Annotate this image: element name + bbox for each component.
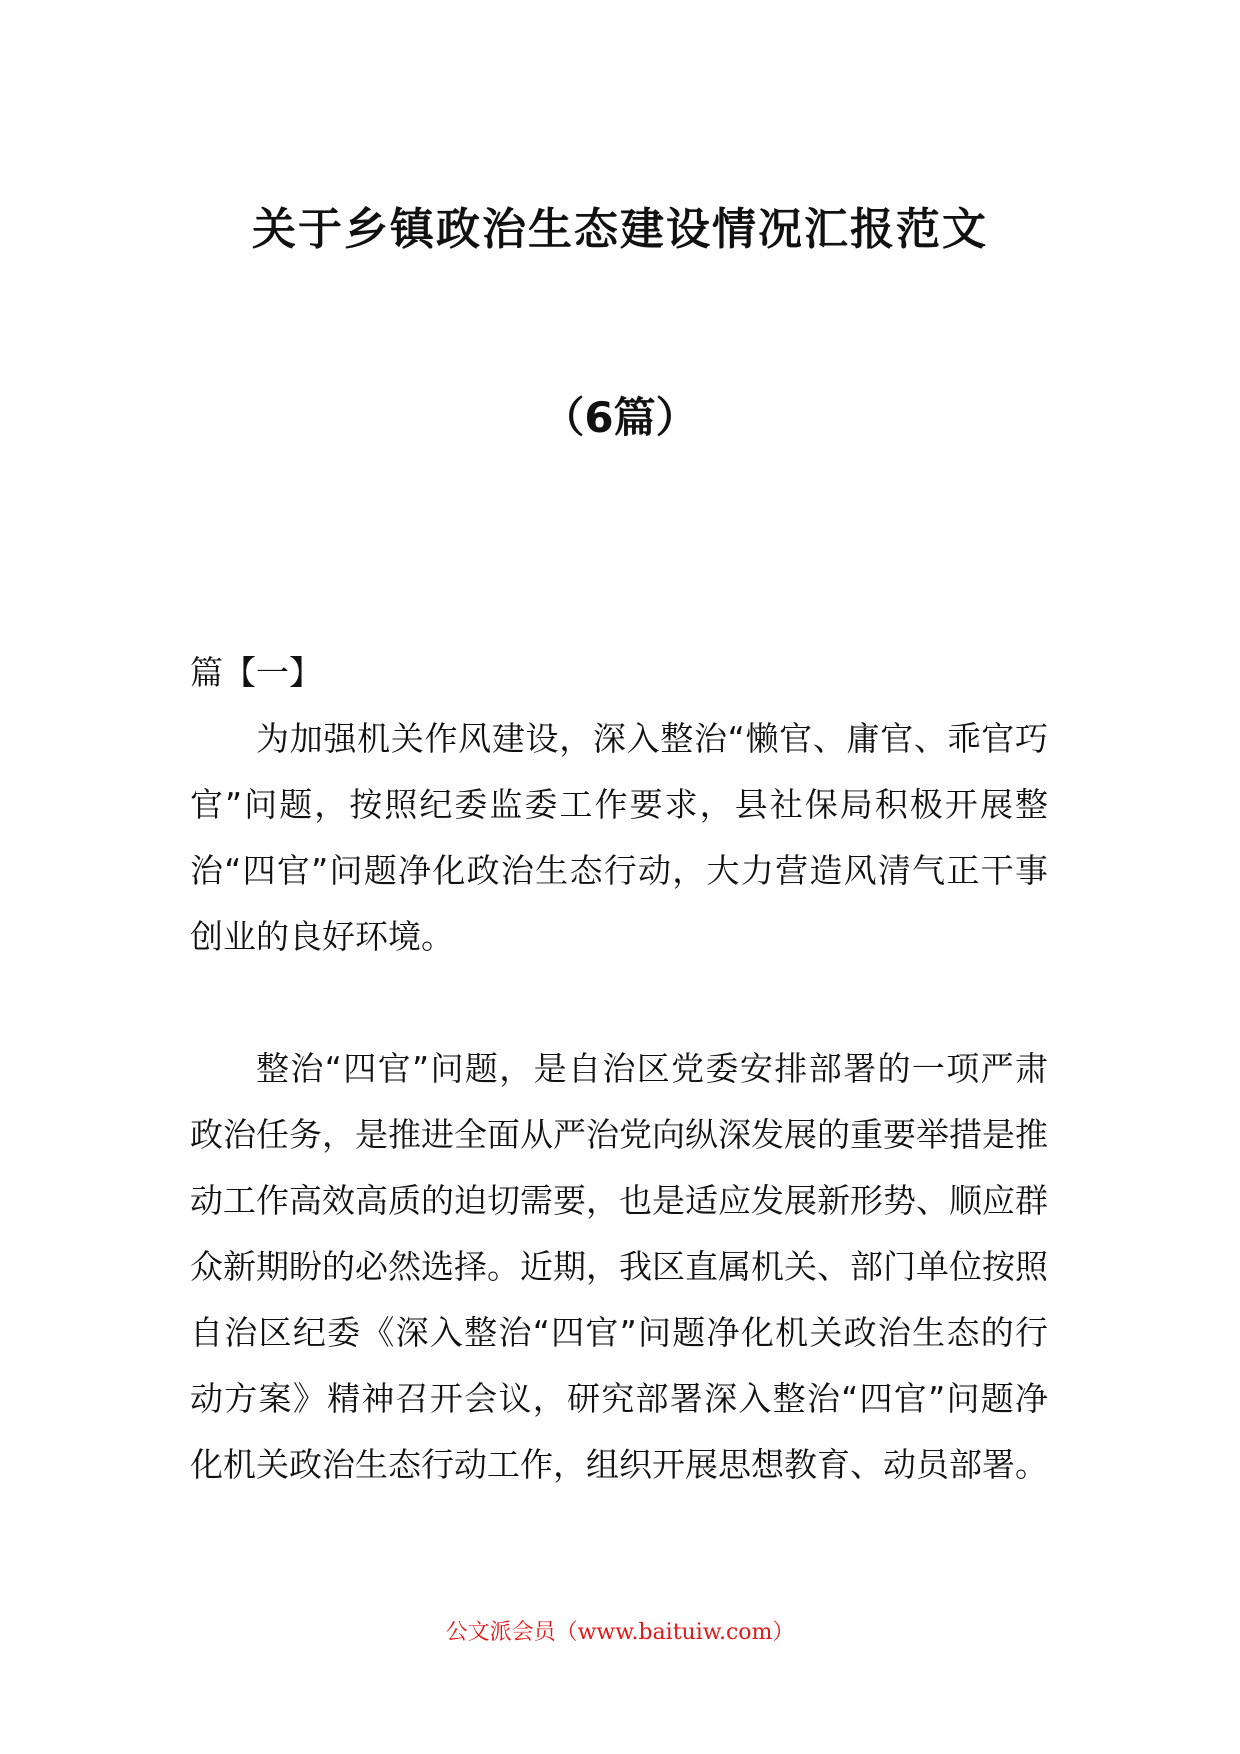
paragraph-1: 为加强机关作风建设，深入整治“懒官、庸官、乖官巧官”问题，按照纪委监委工作要求，县社保局积极开展整治“四官”问题净化政治生态行动，大力营造风清气正干事创业的良好环境。 [190, 719, 1048, 956]
footer-watermark: 公文派会员（www.baituiw.com） [445, 1620, 795, 1645]
document-body [190, 640, 1048, 1498]
section-heading: 篇【一】 [190, 653, 322, 692]
document-subtitle: （6篇） [542, 393, 698, 442]
document-title: 关于乡镇政治生态建设情况汇报范文 [252, 204, 988, 255]
paragraph-2: 整治“四官”问题，是自治区党委安排部署的一项严肃政治任务，是推进全面从严治党向纵深发展的重要举措是推动工作高效高质的迫切需要，也是适应发展新形势、顺应群众新期盼的必然选择。近期，我区直属机关、部门单位按照自治区纪委《深入整治“四官”问题净化机关政治生态的行动方案》精神召开会议，研究部署深入整治“四官”问题净化机关政治生态行动工作，组织开展思想教育、动员部署。 [190, 1049, 1048, 1484]
